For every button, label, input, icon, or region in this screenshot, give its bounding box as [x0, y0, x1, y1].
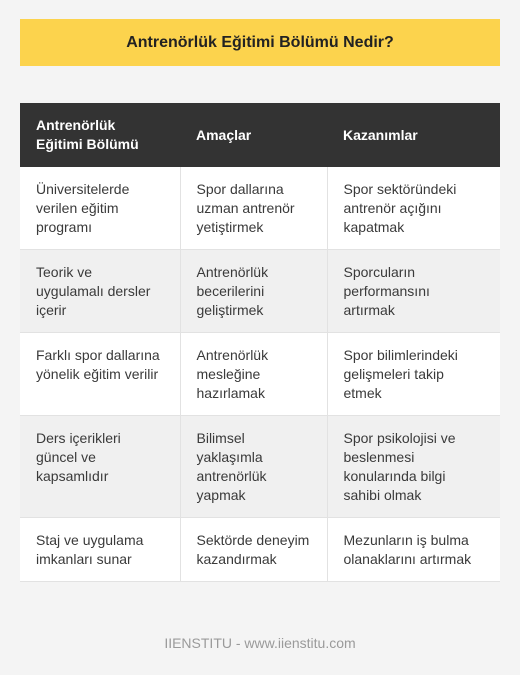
table-row [20, 518, 500, 582]
table-row [20, 250, 500, 333]
table-cell: Bilimsel yaklaşımla antrenörlük yapmak [180, 416, 327, 518]
table-cell: Sporcuların performansını artırmak [327, 250, 500, 333]
table-cell: Antrenörlük becerilerini geliştirmek [180, 250, 327, 333]
table-cell: Staj ve uygulama imkanları sunar [20, 518, 180, 582]
table-cell: Farklı spor dallarına yönelik eğitim verilir [20, 333, 180, 416]
table-header-row [20, 103, 500, 167]
table-cell: Antrenörlük mesleğine hazırlamak [180, 333, 327, 416]
title-banner [20, 19, 500, 66]
column-header-section: Antrenörlük Eğitimi Bölümü [20, 103, 180, 167]
table-cell: Üniversitelerde verilen eğitim programı [20, 167, 180, 250]
table-row [20, 167, 500, 250]
table-cell: Teorik ve uygulamalı dersler içerir [20, 250, 180, 333]
table-cell: Spor bilimlerindeki gelişmeleri takip etmek [327, 333, 500, 416]
table-cell: Spor sektöründeki antrenör açığını kapatmak [327, 167, 500, 250]
table-cell: Spor dallarına uzman antrenör yetiştirmek [180, 167, 327, 250]
column-header-gains: Kazanımlar [327, 103, 500, 167]
table-cell: Ders içerikleri güncel ve kapsamlıdır [20, 416, 180, 518]
page-title: Antrenörlük Eğitimi Bölümü Nedir? [126, 33, 394, 51]
table-cell: Sektörde deneyim kazandırmak [180, 518, 327, 582]
info-table [20, 103, 500, 582]
table-row [20, 333, 500, 416]
column-header-goals: Amaçlar [180, 103, 327, 167]
table-cell: Spor psikolojisi ve beslenmesi konularında bilgi sahibi olmak [327, 416, 500, 518]
table-row [20, 416, 500, 518]
footer-credit: IIENSTITU - www.iienstitu.com [164, 635, 356, 651]
table-cell: Mezunların iş bulma olanaklarını artırmak [327, 518, 500, 582]
